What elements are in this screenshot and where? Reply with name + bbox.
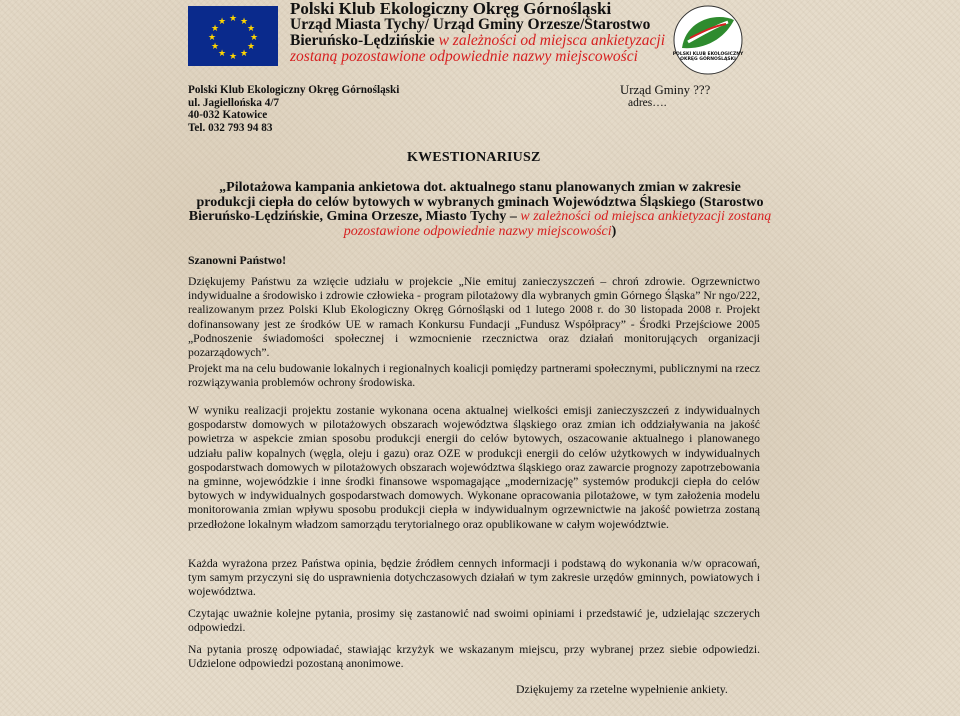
leaf-logo-icon [668,2,748,78]
svg-text:★: ★ [207,33,217,43]
recipient-address: adres…. [628,97,667,109]
svg-text:★: ★ [249,33,259,43]
sender-city: 40-032 Katowice [188,109,268,122]
form-title: KWESTIONARIUSZ [407,150,541,165]
intro-heading [188,181,772,239]
svg-text:★: ★ [210,24,220,34]
paragraph-opinion: Każda wyrażona przez Państwa opinia, będzie źródłem cennych informacji i podstawą do wykonania w/w opracowań, tym samym przyczyni się do usprawnienia dotychczasowych działań w tym zakresie urzędów gminnych, powiatowych i województwa. [188,557,760,599]
paragraph-thanks: Dziękujemy Państwu za wzięcie udziału w projekcie „Nie emituj zanieczyszczeń – chroń zdrowie. Ogrzewnictwo indywidualne a środowisko i zdrowie człowieka - program pilotażowy dla wybranych gmin Górnego Śląska” Nr ngo/222, realizowanym przez Polski Klub Ekologiczny Okręg Górnośląski od 1 lutego 2008 r. do 30 listopada 2008 r. Projekt dofinansowany jest ze środków UE w ramach Konkursu Fundacji „Fundusz Współpracy” - Środki Przejściowe 2005 „Podnoszenie świadomości społecznej i wzmocnienie rzecznictwa oraz działań monitorujących organizacji pozarządowych”. [188,275,760,360]
header-starostwo: Bieruńsko-Lędzińskie [290,32,435,49]
sender-street: ul. Jagiellońska 4/7 [188,96,280,109]
header-title [290,1,665,65]
sender-address [188,84,399,134]
sender-phone: Tel. 032 793 94 83 [188,121,273,134]
paragraph-project-goal: Projekt ma na celu budowanie lokalnych i regionalnych koalicji pomiędzy partnerami społecznymi, publicznymi na rzecz rozwiązywania problemów ochrony środowiska. [188,362,760,390]
paragraph-results: W wyniku realizacji projektu zostanie wykonana ocena aktualnej wielkości emisji zanieczyszczeń z indywidualnych gospodarstw domowych w pilotażowych obszarach województwa śląskiego oraz zmian ich oddziaływania na jakość powietrza w aspekcie zmian sposobu produkcji energii do celów bytowych, oszacowanie aktualnego i planowanego udziału paliw kopalnych (węgla, oleju i gazu) oraz OZE w produkcji energii do celów użytkowych w indywidualnych gospodarstwach domowych w pilotażowych obszarach województwa śląskiego oraz zawarcie prognozy zapotrzebowania na gminne, wojewódzkie i inne środki finansowe wspomagające „modernizację” systemów produkcji ciepła do celów bytowych w indywidualnych gospodarstwach domowych. Wykonane opracowania pilotażowe, w tym założenia modelu monitorowania zmian wpływu sposobu produkcji ciepła w indywidualnym ogrzewnictwie na jakość powietrza zostaną przedłożone lokalnym władzom samorządu terytorialnego oraz opublikowane w całym województwie. [188,404,760,531]
header-note-red-2: zostaną pozostawione odpowiednie nazwy miejscowości [290,48,638,65]
header-org-name: Polski Klub Ekologiczny Okręg Górnośląski [290,0,612,18]
intro-text: „Pilotażowa kampania ankietowa dot. aktualnego stanu planowanych zmian w zakresie produkcji ciepła do celów bytowych w wybranych gminach Województwa Śląskiego (Starostwo Bieruńsko-Lędzińskie, Gmina Orzesze, Miasto Tychy – [188,180,764,225]
svg-text:★: ★ [239,49,249,59]
header-line3 [290,33,665,49]
svg-text:★: ★ [210,42,220,52]
paragraph-anonymity: Na pytania proszę odpowiadać, stawiając krzyżyk we wskazanym miejscu, przy wybranej przez siebie odpowiedzi. Udzielone odpowiedzi pozostaną anonimowe. [188,643,760,671]
intro-note-red: w zależności od miejsca ankietyzacji zostaną pozostawione odpowiednie nazwy miejscowości [343,209,772,239]
eu-flag-logo [188,6,278,66]
svg-text:★: ★ [246,24,256,34]
recipient-block [620,84,710,110]
pke-logo [668,2,748,78]
recipient-name: Urząd Gminy ??? [620,83,711,97]
svg-text:★: ★ [246,42,256,52]
svg-text:★: ★ [228,52,238,62]
paragraph-instructions: Czytając uważnie kolejne pytania, prosimy się zastanowić nad swoimi opiniami i przedstawić je, udzielając szczerych odpowiedzi. [188,607,760,635]
closing-thanks: Dziękujemy za rzetelne wypełnienie ankiety. [516,682,728,696]
svg-text:★: ★ [239,17,249,27]
header-note-red: w zależności od miejsca ankietyzacji [434,32,666,49]
svg-text:★: ★ [217,17,227,27]
sender-org: Polski Klub Ekologiczny Okręg Górnośląski [188,84,400,96]
svg-text:★: ★ [228,14,238,24]
svg-text:★: ★ [217,49,227,59]
header-offices: Urząd Miasta Tychy/ Urząd Gminy Orzesze/Starostwo [290,16,651,33]
intro-close: ) [611,223,617,239]
logo-text: POLSKI KLUB EKOLOGICZNY OKRĘG GÓRNOŚLĄSKI [672,52,744,62]
eu-stars-icon [188,6,278,66]
salutation: Szanowni Państwo! [188,253,286,267]
